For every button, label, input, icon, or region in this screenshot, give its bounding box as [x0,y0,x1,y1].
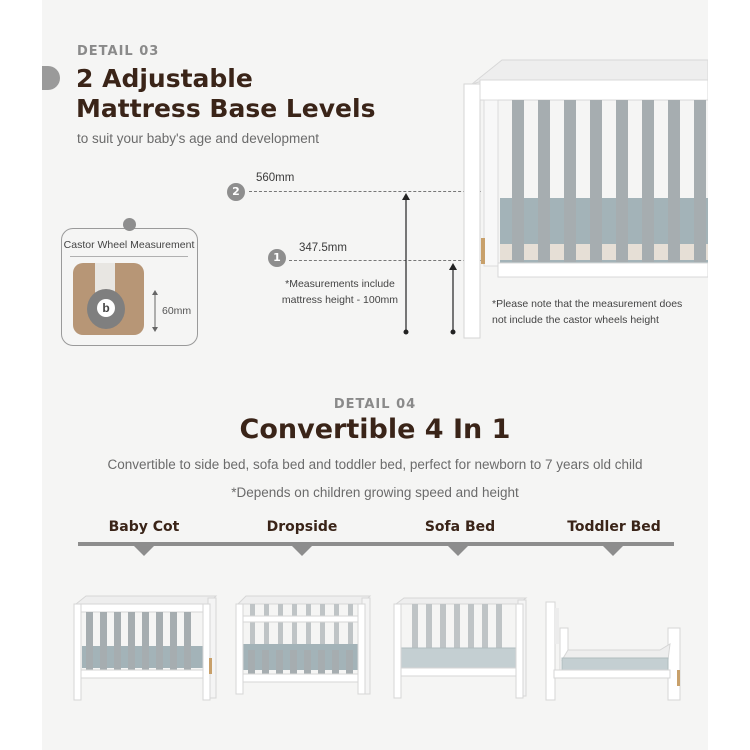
measure-note-1: *Measurements include [285,278,395,290]
detail4-kicker: DETAIL 04 [333,397,417,412]
castor-height-value: 60mm [162,305,192,317]
castor-box-divider [70,256,188,257]
height-arrows [390,188,470,338]
castor-box [61,228,198,346]
detail4-note: *Depends on children growing speed and height [231,485,519,500]
castor-box-pin [123,218,136,231]
stage-label-toddler-bed: Toddler Bed [567,519,661,535]
castor-wheel-logo: b [97,299,115,317]
level-1-value: 347.5mm [299,242,347,254]
detail4-title: Convertible 4 In 1 [239,414,511,445]
stage-label-dropside: Dropside [266,519,338,535]
dropside-illustration [234,594,372,696]
detail3-title-line1: 2 Adjustable [76,64,253,93]
castor-box-title: Castor Wheel Measurement [63,239,195,251]
castor-height-arrow [149,289,161,333]
detail3-kicker: DETAIL 03 [77,44,160,59]
detail3-subtitle: to suit your baby's age and development [77,131,319,146]
toddler-bed-illustration [544,600,684,702]
castor-note-2: not include the castor wheels height [492,314,659,326]
castor-note-1: *Please note that the measurement does [492,298,683,310]
level-1-badge: 1 [268,249,286,267]
stage-label-sofa-bed: Sofa Bed [424,519,496,535]
detail4-subtitle: Convertible to side bed, sofa bed and toddler bed, perfect for newborn to 7 years old child [107,457,643,472]
level-2-badge: 2 [227,183,245,201]
baby-cot-illustration [72,594,218,702]
stage-timeline [78,540,674,558]
measure-note-2: mattress height - 100mm [281,294,399,306]
detail3-title-line2: Mattress Base Levels [76,94,376,123]
sofa-bed-illustration [392,596,530,700]
castor-wheel-photo [73,263,144,335]
level-2-value: 560mm [256,172,295,184]
stage-label-baby-cot: Baby Cot [108,519,180,535]
